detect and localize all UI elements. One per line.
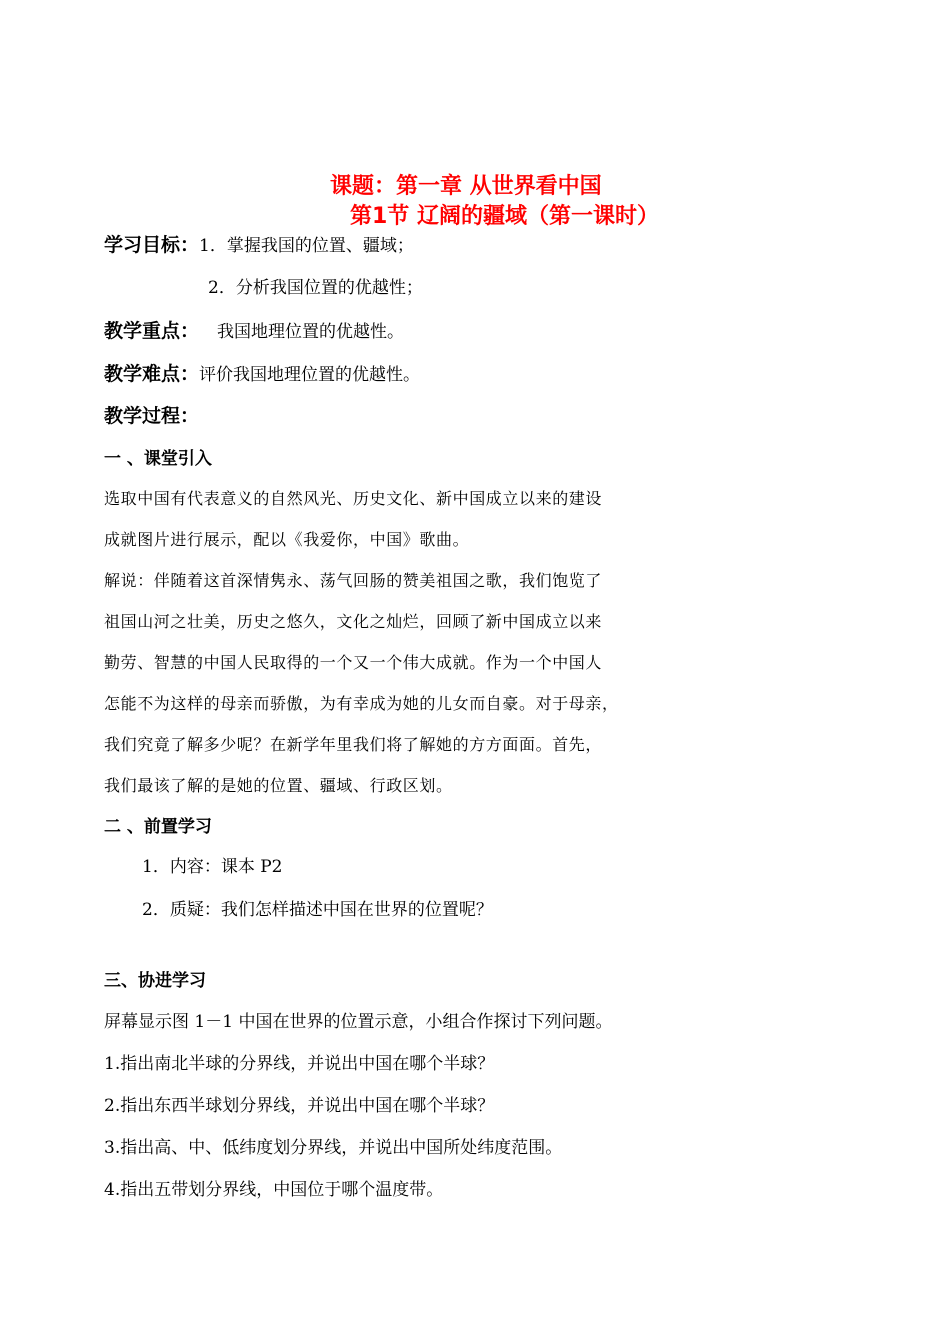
section1-line-7: 我们究竟了解多少呢？在新学年里我们将了解她的方方面面。首先， [104, 735, 603, 754]
section1-line-2: 成就图片进行展示，配以《我爱你，中国》歌曲。 [104, 530, 470, 549]
section1-line-5: 勤劳、智慧的中国人民取得的一个又一个伟大成就。作为一个中国人 [104, 653, 603, 672]
difficulty-text: 评价我国地理位置的优越性。 [199, 365, 421, 385]
objective-item-1: 1．掌握我国的位置、疆域； [199, 236, 414, 256]
section2-item-2: 2．质疑：我们怎样描述中国在世界的位置呢？ [142, 900, 493, 920]
difficulty-row [104, 365, 420, 384]
objectives-label: 学习目标： [104, 234, 200, 256]
key-point-label: 教学重点： [104, 320, 200, 342]
section-heading-collaborative: 三、协进学习 [104, 971, 206, 991]
section1-line-6: 怎能不为这样的母亲而骄傲，为有幸成为她的儿女而自豪。对于母亲， [104, 694, 619, 713]
section-heading-prelearning: 二 、前置学习 [104, 817, 212, 837]
objectives-row [104, 236, 414, 255]
difficulty-label: 教学难点： [104, 363, 200, 385]
key-point-text: 我国地理位置的优越性。 [217, 322, 405, 342]
page-title: 课题：第一章 从世界看中国 [330, 174, 602, 199]
section1-line-4: 祖国山河之壮美，历史之悠久，文化之灿烂，回顾了新中国成立以来 [104, 612, 603, 631]
objective-item-2: 2．分析我国位置的优越性； [208, 278, 423, 298]
section1-line-1: 选取中国有代表意义的自然风光、历史文化、新中国成立以来的建设 [104, 489, 603, 508]
section3-question-4: 4.指出五带划分界线，中国位于哪个温度带。 [104, 1180, 444, 1200]
page-subtitle: 第1节 辽阔的疆域（第一课时） [350, 204, 659, 229]
section1-line-8: 我们最该了解的是她的位置、疆域、行政区划。 [104, 776, 453, 795]
key-point-row [104, 322, 404, 341]
section2-item-1: 1．内容：课本 P2 [142, 857, 283, 877]
section1-line-3: 解说：伴随着这首深情隽永、荡气回肠的赞美祖国之歌，我们饱览了 [104, 571, 603, 590]
section3-intro: 屏幕显示图 1－1 中国在世界的位置示意，小组合作探讨下列问题。 [104, 1012, 613, 1032]
process-label: 教学过程： [104, 405, 200, 427]
section3-question-3: 3.指出高、中、低纬度划分界线，并说出中国所处纬度范围。 [104, 1138, 563, 1158]
section3-question-1: 1.指出南北半球的分界线，并说出中国在哪个半球？ [104, 1054, 495, 1074]
section3-question-2: 2.指出东西半球划分界线，并说出中国在哪个半球？ [104, 1096, 495, 1116]
section-heading-intro: 一 、课堂引入 [104, 449, 212, 469]
